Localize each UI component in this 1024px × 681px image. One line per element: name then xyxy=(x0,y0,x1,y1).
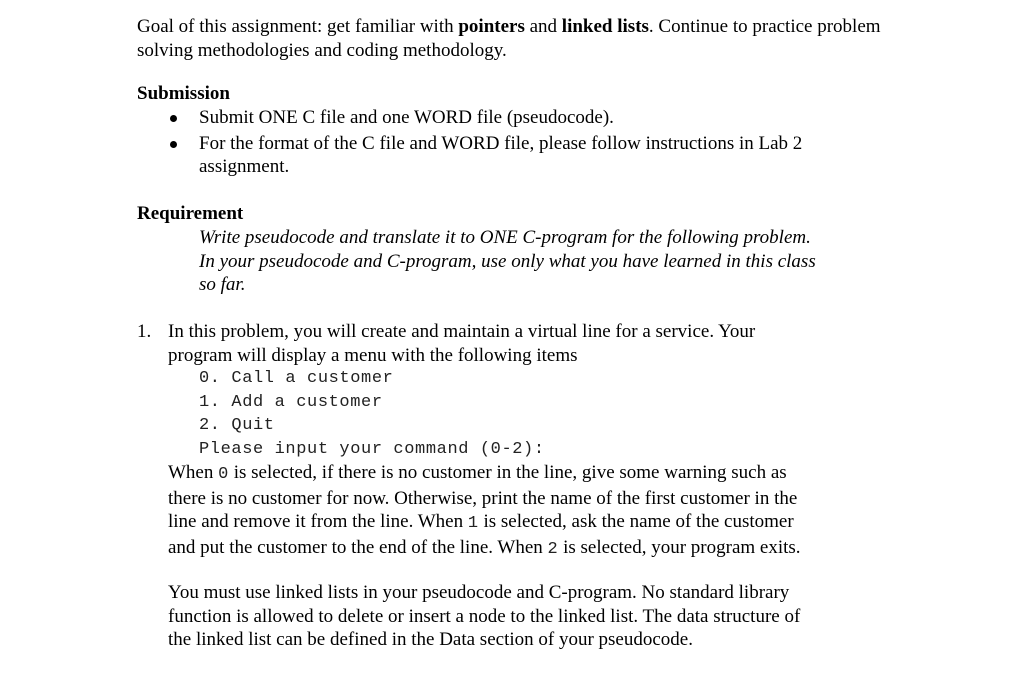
para2-line: You must use linked lists in your pseudocode and C-program. No standard library xyxy=(168,582,790,603)
goal-line-1 xyxy=(137,15,897,39)
submission-item-text: For the format of the C file and WORD file, please follow instructions in Lab 2 xyxy=(199,132,803,154)
code-zero: 0 xyxy=(218,465,229,484)
desc-text: is selected, if there is no customer in the line, give some warning such as xyxy=(228,462,787,483)
menu-item-call: 0. Call a customer xyxy=(199,369,394,388)
menu-item-quit: 2. Quit xyxy=(199,416,275,435)
desc-line xyxy=(168,536,868,562)
problem-body xyxy=(168,320,868,561)
goal-bold-pointers: pointers xyxy=(458,16,525,37)
goal-text: . Continue to practice problem xyxy=(648,16,881,37)
submission-list xyxy=(137,106,897,179)
submission-item xyxy=(137,132,897,179)
desc-text: is selected, ask the name of the customer xyxy=(478,511,794,532)
code-one: 1 xyxy=(467,514,479,533)
desc-text: When xyxy=(168,462,219,483)
menu-item-add: 1. Add a customer xyxy=(199,392,383,412)
goal-paragraph xyxy=(137,15,897,62)
description-paragraph xyxy=(168,461,868,561)
problem-number: 1. xyxy=(137,321,152,342)
goal-line-2: solving methodologies and coding methodology. xyxy=(137,39,507,61)
desc-line: there is no customer for now. Otherwise, print the name of the first customer in the xyxy=(168,487,798,509)
desc-text: is selected, your program exits. xyxy=(558,536,801,558)
desc-line xyxy=(168,510,868,536)
menu-prompt: Please input your command (0-2): xyxy=(199,439,545,459)
goal-text: and xyxy=(524,16,562,37)
desc-line xyxy=(168,461,868,487)
desc-text: line and remove it from the line. When xyxy=(168,511,468,532)
goal-text: Goal of this assignment: get familiar with xyxy=(137,16,459,37)
goal-bold-linked-lists: linked lists xyxy=(561,16,649,37)
requirement-text xyxy=(199,226,899,297)
problem-intro-line: In this problem, you will create and maintain a virtual line for a service. Your xyxy=(168,321,756,342)
para2-line: the linked list can be defined in the Data section of your pseudocode. xyxy=(168,629,693,650)
submission-item-text: assignment. xyxy=(199,156,290,177)
code-two: 2 xyxy=(547,539,559,559)
linked-list-paragraph xyxy=(168,581,868,652)
para2-line: function is allowed to delete or insert a node to the linked list. The data structure of xyxy=(168,605,801,627)
requirement-heading: Requirement xyxy=(137,203,244,224)
bullet-icon xyxy=(170,141,177,148)
problem-intro-line: program will display a menu with the following items xyxy=(168,344,578,366)
submission-item-text: Submit ONE C file and one WORD file (pseudocode). xyxy=(199,107,614,128)
submission-item xyxy=(137,106,897,130)
desc-text: and put the customer to the end of the line. When xyxy=(168,536,548,558)
bullet-icon xyxy=(170,115,177,122)
requirement-line: Write pseudocode and translate it to ONE C-program for the following problem. xyxy=(199,227,811,248)
submission-heading: Submission xyxy=(137,83,230,104)
menu-listing xyxy=(199,367,868,461)
requirement-line: In your pseudocode and C-program, use only what you have learned in this class xyxy=(199,250,816,272)
requirement-line: so far. xyxy=(199,274,246,295)
